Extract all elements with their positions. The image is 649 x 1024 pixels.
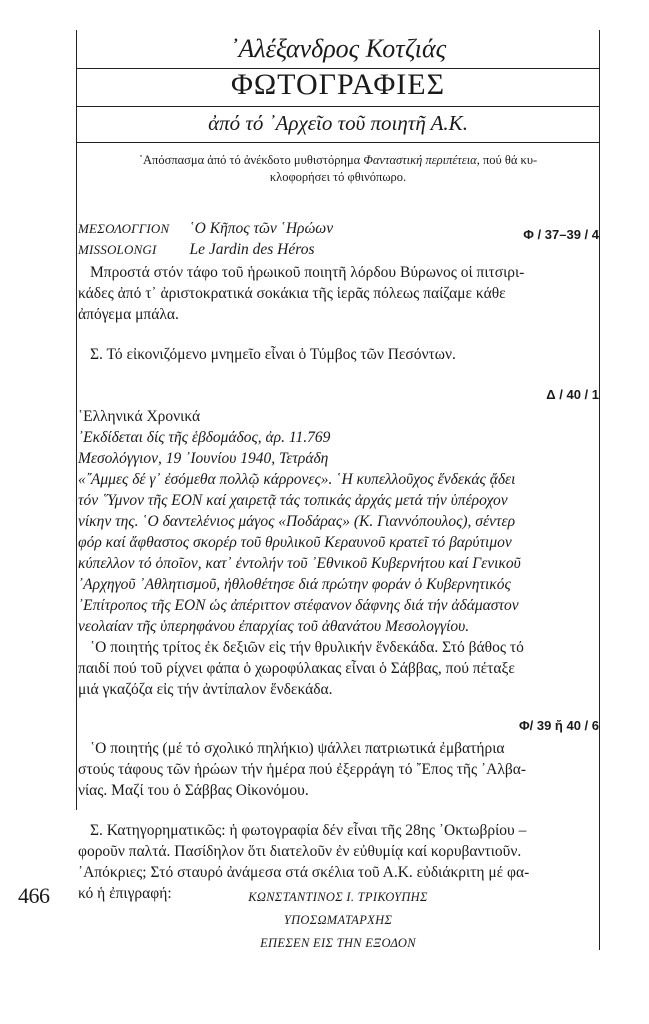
- photo-caption: [78, 262, 598, 325]
- author-name: ᾿Αλέξανδρος Κοτζιάς: [229, 34, 447, 63]
- caption-line: ῾Ο ποιητής (μέ τό σχολικό πηλήκιο) ψάλλει πατριωτικά ἐμβατήρια: [90, 740, 505, 757]
- article-line: νεολαίαν τῆς ὑπερηφάνου ἐπαρχίας τοῦ ἀθανάτου Μεσολογγίου.: [78, 618, 470, 635]
- caption-line: μιά γκαζόζα εἰς τήν ἀντίπαλον ἕνδεκάδα.: [78, 681, 333, 698]
- photo-reference: Φ/ 39 ἤ 40 / 6: [518, 718, 599, 733]
- note-line: ᾿Απόκριες; Στό σταυρό ἀνάμεσα στά σκέλια τοῦ Α.Κ. εὐδιάκριτη μέ φα-: [78, 864, 530, 881]
- photo-reference: Φ / 37–39 / 4: [523, 227, 599, 242]
- note-line: Σ. Κατηγορηματικῶς: ἡ φωτογραφία δέν εἶναι τῆς 28ης ᾿Οκτωβρίου –: [90, 822, 527, 839]
- caption-line: ἀπόγεμα μπάλα.: [78, 306, 179, 323]
- caption-line: Μπροστά στόν τάφο τοῦ ἡρωικοῦ ποιητῆ λόρδου Βύρωνος οἱ πιτσιρι-: [90, 264, 525, 281]
- article-line: κύπελλον τό ὁποῖον, κατ᾿ ἐντολήν τοῦ ᾿Εθνικοῦ Κυβερνήτου καί Γενικοῦ: [78, 555, 521, 572]
- caption-title: ῾Ο Κῆπος τῶν ῾Ηρώων: [189, 220, 334, 237]
- inscription-line: ΕΠΕΣΕΝ ΕΙΣ ΤΗΝ ΕΞΟΔΟΝ: [260, 936, 416, 950]
- article-line: «῎Αμμες δέ γ᾿ ἐσόμεθα πολλῷ κάρρονες». ῾Η κυπελλοῦχος ἕνδεκάς ᾄδει: [78, 471, 516, 488]
- note-line: κό ἡ ἐπιγραφή:: [78, 885, 172, 902]
- header-rule-bottom: [76, 142, 600, 143]
- note-line: φοροῦν παλτά. Πασίδηλον ὅτι διατελοῦν ἐν εὐθυμίᾳ καί κορυβαντιοῦν.: [78, 843, 522, 860]
- photo-reference: Δ / 40 / 1: [546, 387, 599, 402]
- article-line: νίκην της. ῾Ο δαντελένιος μάγος «Ποδάρας» (Κ. Γιαννόπουλος), σέντερ: [78, 513, 516, 530]
- right-margin-rule: [599, 30, 600, 950]
- caption-line: παιδί πού τοῦ ρίχνει φάπα ὁ χωροφύλακας εἶναι ὁ Σάββας, πού πέταξε: [78, 660, 515, 677]
- excerpt-text-end: , πού θά κυ-: [476, 153, 538, 167]
- newspaper-dateline: Μεσολόγγιον, 19 ᾿Ιουνίου 1940, Τετράδη: [78, 450, 329, 467]
- place-label: MISSOLONGI: [78, 242, 157, 257]
- excerpt-text: ᾿Απόσπασμα ἀπό τό ἀνέκδοτο μυθιστόρημα: [138, 153, 364, 167]
- article-line: τόν ῞Υμνον τῆς ΕΟΝ καί χαιρετᾷ τάς τοπικάς ἀρχάς μετά τήν ὑπέροχον: [78, 492, 508, 509]
- article-line: ᾿Επίτροπος τῆς ΕΟΝ ὡς ἀπέριττον στέφανον δάφνης διά τήν ἀδάμαστον: [78, 597, 519, 614]
- newspaper-issue: ᾿Εκδίδεται δίς τῆς ἑβδομάδος, ἀρ. 11.769: [78, 429, 331, 446]
- caption-line: κάδες ἀπό τ᾿ ἀριστοκρατικά σοκάκια τῆς ἱερᾶς πόλεως παίζαμε κάθε: [78, 285, 506, 302]
- newspaper-header: [78, 406, 598, 469]
- page-title: ΦΩΤΟΓΡΑΦΙΕΣ: [230, 68, 446, 101]
- cross-inscription: [78, 886, 598, 955]
- caption-line: νίας. Μαζί του ὁ Σάββας Οἰκονόμου.: [78, 782, 309, 799]
- place-label: ΜΕΣΟΛΟΓΓΙΟΝ: [78, 221, 170, 236]
- novel-title: Φανταστική περιπέτεια: [363, 153, 477, 167]
- photo-caption: [78, 637, 598, 700]
- caption-line: ῾Ο ποιητής τρίτος ἐκ δεξιῶν εἰς τήν θρυλικήν ἕνδεκάδα. Στό βάθος τό: [90, 639, 524, 656]
- article-line: φόρ καί ἄφθαστος σκορέρ τοῦ θρυλικοῦ Κεραυνοῦ κρατεῖ τό βαρύτιμον: [78, 534, 512, 551]
- excerpt-note: [78, 152, 598, 186]
- editor-note: Σ. Τό εἰκονιζόμενο μνημεῖο εἶναι ὁ Τύμβος τῶν Πεσόντων.: [90, 346, 456, 363]
- newspaper-article: [78, 469, 598, 637]
- header-rule-mid: [76, 106, 600, 107]
- caption-line: στούς τάφους τῶν ἡρώων τήν ἡμέρα πού ἐξερράγη τό ῎Επος τῆς ᾿Αλβα-: [78, 761, 527, 778]
- excerpt-text-line2: κλοφορήσει τό φθινόπωρο.: [269, 170, 407, 184]
- photo-location-greek: [78, 220, 333, 238]
- article-line: ᾿Αρχηγοῦ ᾿Αθλητισμοῦ, ἠθλοθέτησε διά πρώτην φοράν ὁ Κυβερνητικός: [78, 576, 511, 593]
- photo-caption: [78, 738, 598, 801]
- left-margin-rule: [76, 30, 77, 810]
- page-subtitle: ἀπό τό ᾿Αρχεῖο τοῦ ποιητῆ Α.Κ.: [208, 111, 468, 135]
- newspaper-name: ῾Ελληνικά Χρονικά: [78, 408, 201, 425]
- inscription-line: ΚΩΝΣΤΑΝΤΙΝΟΣ Ι. ΤΡΙΚΟΥΠΗΣ: [248, 890, 428, 904]
- caption-title: Le Jardin des Héros: [189, 241, 315, 258]
- photo-location-french: [78, 241, 315, 259]
- page-number: 466: [18, 883, 50, 908]
- inscription-line: ΥΠΟΣΩΜΑΤΑΡΧΗΣ: [283, 913, 393, 927]
